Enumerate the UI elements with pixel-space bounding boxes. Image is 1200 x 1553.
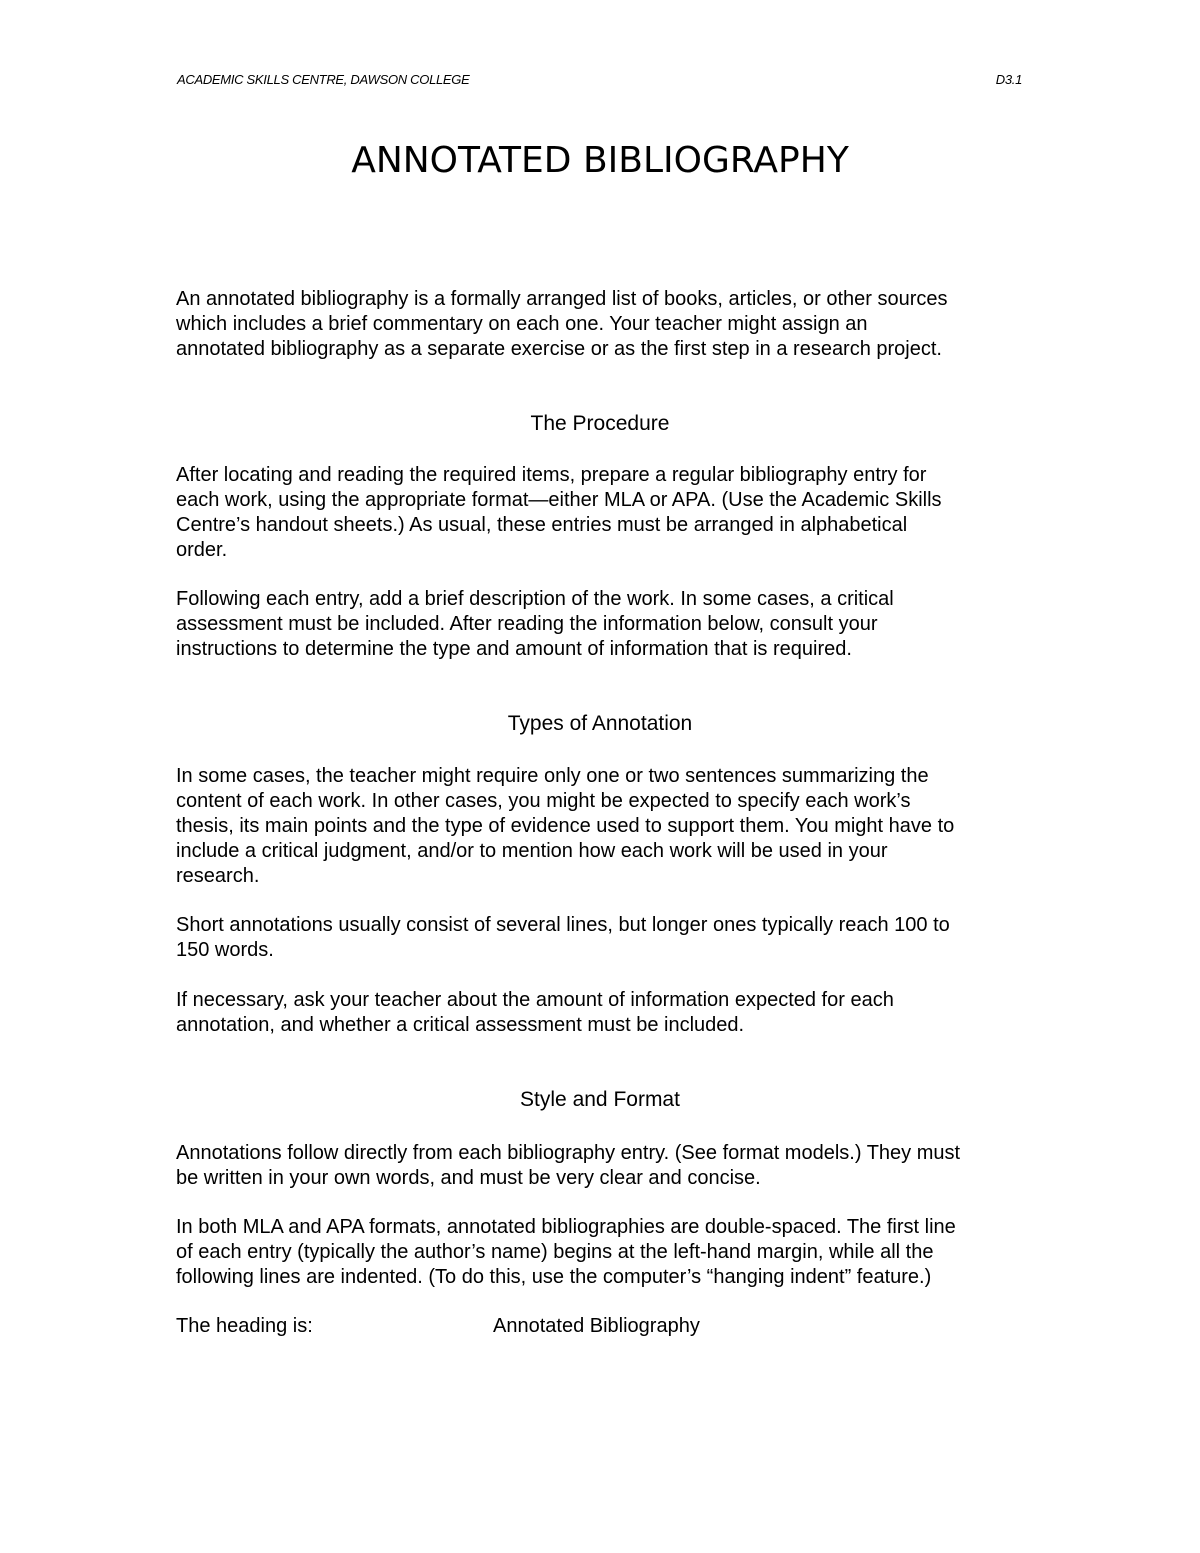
text-line: Short annotations usually consist of several lines, but longer ones typically reach 100 to [176, 914, 950, 936]
text-line: annotated bibliography as a separate exercise or as the first step in a research project. [176, 338, 942, 360]
style-paragraph-2 [176, 1215, 1036, 1290]
text-line: research. [176, 865, 260, 887]
document-title: ANNOTATED BIBLIOGRAPHY [351, 140, 849, 181]
text-line: Following each entry, add a brief description of the work. In some cases, a critical [176, 588, 894, 610]
types-paragraph-2 [176, 913, 1036, 963]
heading-example-value: Annotated Bibliography [493, 1315, 700, 1337]
text-line: If necessary, ask your teacher about the amount of information expected for each [176, 989, 894, 1011]
text-line: annotation, and whether a critical assessment must be included. [176, 1014, 745, 1036]
procedure-paragraph-1 [176, 463, 1036, 563]
section-heading-style: Style and Format [520, 1088, 680, 1111]
style-paragraph-1 [176, 1141, 1036, 1191]
heading-example-row [176, 1314, 1036, 1339]
text-line: include a critical judgment, and/or to mention how each work will be used in your [176, 840, 888, 862]
text-line: In some cases, the teacher might require only one or two sentences summarizing the [176, 765, 929, 787]
text-line: 150 words. [176, 939, 274, 961]
section-heading-types: Types of Annotation [507, 712, 693, 735]
heading-example-label: The heading is: [176, 1315, 313, 1337]
text-line: thesis, its main points and the type of evidence used to support them. You might have to [176, 815, 955, 837]
text-line: following lines are indented. (To do this, use the computer’s “hanging indent” feature.) [176, 1266, 932, 1288]
header-institution: ACADEMIC SKILLS CENTRE, DAWSON COLLEGE [177, 72, 470, 87]
section-heading-procedure: The Procedure [530, 412, 670, 435]
text-line: order. [176, 539, 228, 561]
text-line: content of each work. In other cases, you might be expected to specify each work’s [176, 790, 911, 812]
text-line: instructions to determine the type and amount of information that is required. [176, 638, 852, 660]
header-page-code: D3.1 [995, 72, 1022, 87]
page-header [177, 72, 1022, 87]
text-line: assessment must be included. After reading the information below, consult your [176, 613, 878, 635]
text-line: each work, using the appropriate format—either MLA or APA. (Use the Academic Skills [176, 489, 942, 511]
text-line: In both MLA and APA formats, annotated bibliographies are double-spaced. The first line [176, 1216, 956, 1238]
text-line: Annotations follow directly from each bibliography entry. (See format models.) They must [176, 1142, 961, 1164]
types-paragraph-1 [176, 764, 1036, 889]
text-line: which includes a brief commentary on each one. Your teacher might assign an [176, 313, 868, 335]
types-paragraph-3 [176, 988, 1036, 1038]
text-line: be written in your own words, and must be very clear and concise. [176, 1167, 761, 1189]
text-line: Centre’s handout sheets.) As usual, these entries must be arranged in alphabetical [176, 514, 908, 536]
text-line: An annotated bibliography is a formally arranged list of books, articles, or other sources [176, 288, 948, 310]
text-line: After locating and reading the required items, prepare a regular bibliography entry for [176, 464, 927, 486]
procedure-paragraph-2 [176, 587, 1036, 662]
text-line: of each entry (typically the author’s name) begins at the left-hand margin, while all the [176, 1241, 934, 1263]
intro-paragraph [176, 287, 1036, 362]
